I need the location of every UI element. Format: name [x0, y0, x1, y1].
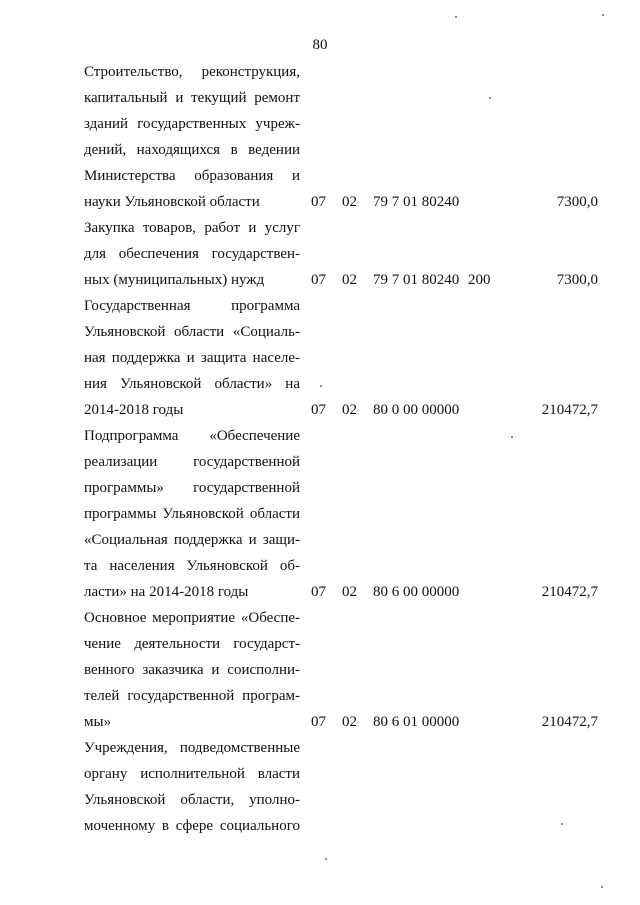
scan-speck	[325, 858, 327, 860]
amount: 7300,0	[556, 272, 598, 288]
row-description-line: моченному в сфере социального	[84, 818, 300, 834]
section-code: 07	[311, 584, 326, 600]
subsection-code: 02	[342, 714, 357, 730]
row-description-line: «Социальная поддержка и защи-	[84, 532, 300, 548]
subsection-code: 02	[342, 584, 357, 600]
subsection-code: 02	[342, 402, 357, 418]
section-code: 07	[311, 272, 326, 288]
row-description-line: та населения Ульяновской об-	[84, 558, 300, 574]
amount: 210472,7	[541, 584, 598, 600]
expense-type-code: 200	[468, 272, 491, 288]
row-description-line: Подпрограмма «Обеспечение	[84, 428, 300, 444]
subsection-code: 02	[342, 272, 357, 288]
target-article-code: 79 7 01 80240	[373, 272, 460, 288]
scan-speck	[602, 14, 604, 16]
row-description-line: телей государственной програм-	[84, 688, 300, 704]
row-description-line: Учреждения, подведомственные	[84, 740, 300, 756]
target-article-code: 79 7 01 80240	[373, 194, 460, 210]
row-description-line: органу исполнительной власти	[84, 766, 300, 782]
row-description-line: мы»	[84, 714, 112, 730]
row-description-line: программы Ульяновской области	[84, 506, 300, 522]
row-description-line: Основное мероприятие «Обеспе-	[84, 610, 300, 626]
row-description-line: науки Ульяновской области	[84, 194, 260, 210]
row-description-line: Ульяновской области «Социаль-	[84, 324, 300, 340]
row-description-line: программы» государственной	[84, 480, 300, 496]
scan-speck	[511, 436, 513, 438]
page-number: 80	[312, 37, 328, 53]
row-description-line: ния Ульяновской области» на	[84, 376, 300, 392]
amount: 210472,7	[541, 714, 598, 730]
section-code: 07	[311, 402, 326, 418]
row-description-line: Государственная программа	[84, 298, 300, 314]
row-description-line: ная поддержка и защита населе-	[84, 350, 300, 366]
scan-speck	[489, 97, 491, 99]
row-description-line: Министерства образования и	[84, 168, 300, 184]
target-article-code: 80 0 00 00000	[373, 402, 460, 418]
scan-speck	[320, 385, 322, 387]
row-description-line: Закупка товаров, работ и услуг	[84, 220, 300, 236]
row-description-line: капитальный и текущий ремонт	[84, 90, 300, 106]
target-article-code: 80 6 00 00000	[373, 584, 460, 600]
row-description-line: для обеспечения государствен-	[84, 246, 300, 262]
row-description-line: зданий государственных учреж-	[84, 116, 300, 132]
scan-speck	[455, 16, 457, 18]
row-description-line: венного заказчика и соисполни-	[84, 662, 300, 678]
row-description-line: Строительство, реконструкция,	[84, 64, 300, 80]
row-description-line: чение деятельности государст-	[84, 636, 300, 652]
target-article-code: 80 6 01 00000	[373, 714, 460, 730]
subsection-code: 02	[342, 194, 357, 210]
section-code: 07	[311, 194, 326, 210]
row-description-line: ласти» на 2014-2018 годы	[84, 584, 249, 600]
section-code: 07	[311, 714, 326, 730]
row-description-line: Ульяновской области, уполно-	[84, 792, 300, 808]
amount: 7300,0	[556, 194, 598, 210]
row-description-line: реализации государственной	[84, 454, 300, 470]
scan-speck	[601, 886, 603, 888]
scan-speck	[561, 823, 563, 825]
row-description-line: дений, находящихся в ведении	[84, 142, 300, 158]
row-description-line: 2014-2018 годы	[84, 402, 184, 418]
amount: 210472,7	[541, 402, 598, 418]
row-description-line: ных (муниципальных) нужд	[84, 272, 265, 288]
